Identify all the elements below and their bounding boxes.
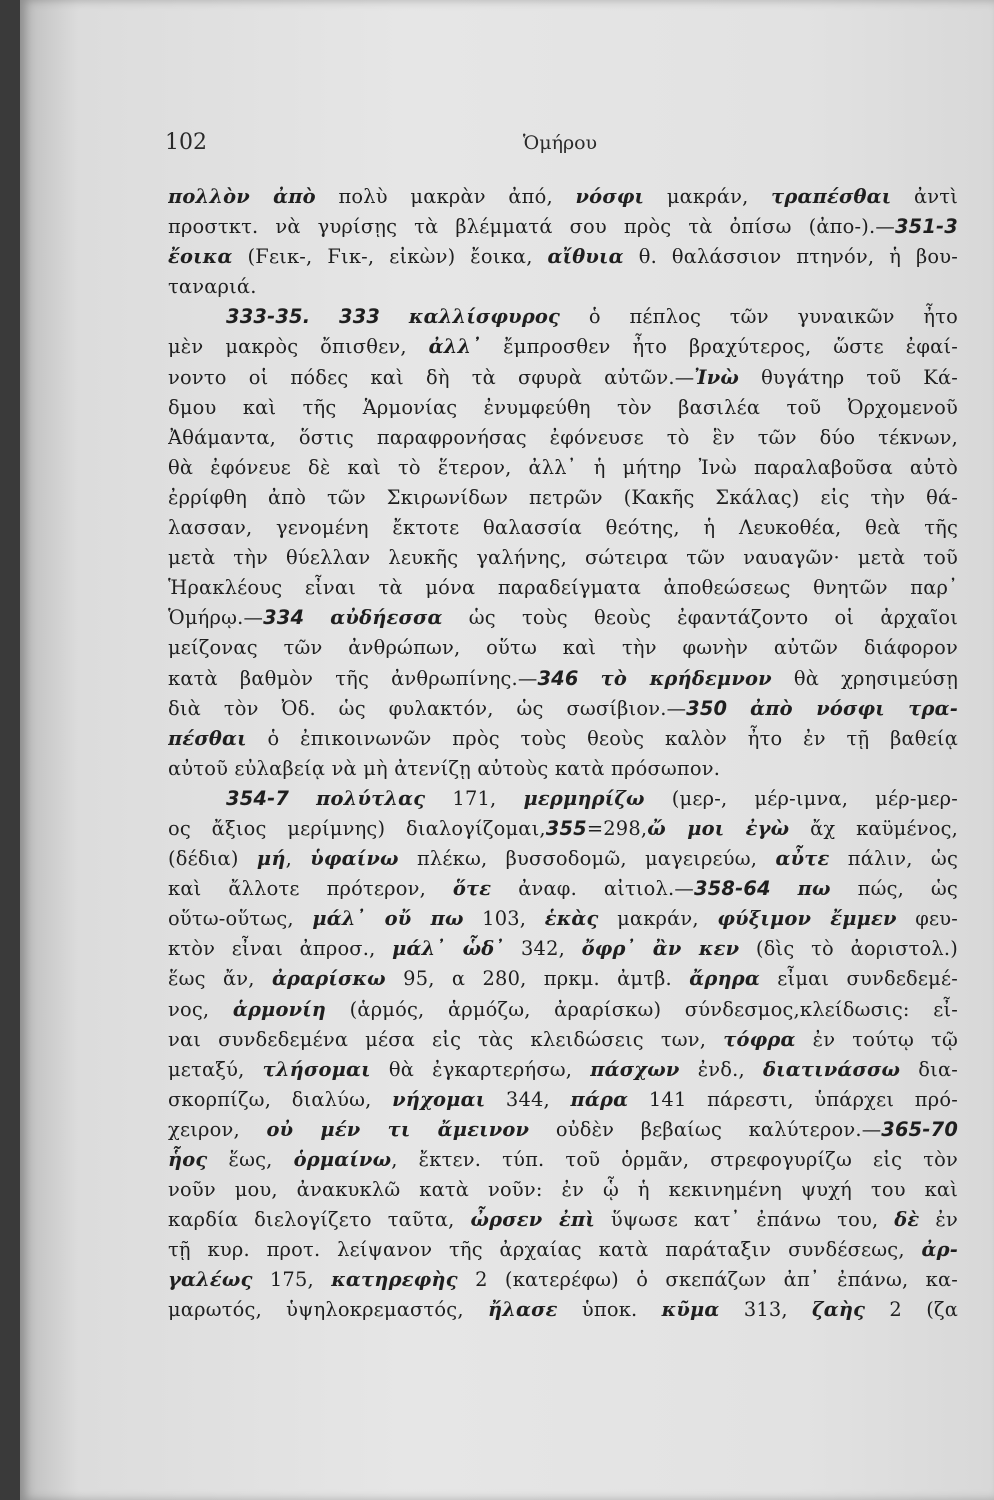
text-run: ἐρρίφθη ἀπὸ τῶν Σκιρωνίδων πετρῶν (Κακῆς Σκάλας) εἰς τὴν θά- — [168, 485, 958, 509]
lemma: αἴθυια — [547, 245, 624, 269]
text-run: ὁ ἐπικοινωνῶν πρὸς τοὺς θεοὺς καλὸν ἦτο ἐν τῇ βαθείᾳ — [246, 726, 958, 750]
text-run: καὶ ἄλλοτε πρότερον, — [168, 877, 453, 901]
lemma: διατινάσσω — [763, 1057, 901, 1081]
text-line — [168, 332, 958, 362]
lemma: μάλ᾽ ὧδ᾽ — [392, 937, 505, 961]
text-line — [168, 754, 958, 784]
text-line — [168, 423, 958, 453]
text-run — [310, 305, 339, 328]
text-line — [168, 1085, 958, 1115]
text-run: θὰ χρησιμεύσῃ — [771, 666, 958, 690]
text-line — [168, 664, 958, 694]
text-run: ὑποκ. — [557, 1298, 662, 1322]
verse-number: 355 — [545, 816, 587, 840]
lemma: πάσχων — [590, 1057, 680, 1081]
text-run: 342, — [504, 937, 582, 961]
text-run: δμου καὶ τῆς Ἁρμονίας ἐνυμφεύθη τὸν βασιλέα τοῦ Ὀρχομενοῦ — [168, 395, 958, 419]
text-run: μετὰ τὴν θύελλαν λευκῆς γαλήνης, σώτειρα τῶν ναυαγῶν· μετὰ τοῦ — [168, 546, 958, 570]
text-run: προστκτ. νὰ γυρίσῃς τὰ βλέμματά σου πρὸς τὰ ὀπίσω (ἀπο-).— — [168, 215, 895, 239]
text-run: (ἁρμός, ἁρμόζω, ἀραρίσκω) σύνδεσμος,κλείδωσις: εἶ- — [326, 997, 958, 1021]
lemma: κῦμα — [661, 1298, 720, 1322]
lemma: αὐδήεσσα — [330, 606, 443, 630]
lemma: πολλὸν ἀπὸ — [168, 185, 316, 208]
text-run: ἐνδ., — [679, 1057, 764, 1081]
text-run: δια- — [900, 1057, 958, 1081]
text-run: 2 (ζα — [865, 1298, 958, 1322]
text-run: θὰ ἐγκαρτερήσω, — [370, 1057, 591, 1081]
verse-number: 333 — [339, 305, 381, 329]
text-run: =298, — [586, 816, 648, 840]
text-run: διὰ τὸν Ὀδ. ὡς φυλακτόν, ὡς σωσίβιον.— — [168, 696, 687, 720]
text-line — [168, 1295, 958, 1325]
page-header — [165, 130, 955, 164]
text-run: ἔμπροσθεν ἦτο βραχύτερος, ὥστε ἐφαί- — [481, 335, 958, 359]
lemma: πέσθαι — [168, 726, 247, 750]
text-run: κατὰ βαθμὸν τῆς ἀνθρωπίνης.— — [168, 666, 538, 690]
text-run: ος ἄξιος μερίμνης) διαλογίζομαι, — [168, 816, 546, 840]
text-line — [168, 603, 958, 633]
lemma: τραπέσθαι — [771, 185, 892, 208]
text-run: πάλιν, ὡς — [829, 847, 958, 871]
text-run: Ἡρακλέους εἶναι τὰ μόνα παραδείγματα ἀποθεώσεως θνητῶν παρ᾽ — [168, 576, 958, 600]
text-line — [168, 784, 958, 814]
verse-number: 354-7 — [226, 786, 290, 810]
lemma: αὖτε — [775, 847, 830, 871]
text-run: πλέκω, βυσσοδομῶ, μαγειρεύω, — [398, 847, 776, 871]
text-run — [304, 606, 330, 629]
text-run: αὐτοῦ εὐλαβείᾳ νὰ μὴ ἀτενίζῃ αὐτοὺς κατὰ πρόσωπον. — [168, 756, 721, 780]
lemma: ἑκὰς — [544, 907, 599, 931]
text-run: σκορπίζω, διαλύω, — [168, 1087, 393, 1111]
lemma: τλήσομαι — [262, 1057, 371, 1081]
text-run — [771, 877, 798, 900]
text-line — [168, 874, 958, 904]
lemma: πάρα — [570, 1087, 629, 1111]
lemma: ὅτε — [452, 877, 492, 901]
text-run: ἐν τούτῳ τῷ — [795, 1027, 958, 1051]
lemma: τόφρα — [723, 1027, 796, 1051]
text-run: καρδία διελογίζετο ταῦτα, — [168, 1208, 471, 1232]
text-run — [289, 787, 316, 810]
text-run: θ. θαλάσσιον πτηνόν, ἡ βου- — [623, 245, 958, 269]
text-line — [168, 1145, 958, 1175]
lemma: ἤλασε — [487, 1298, 558, 1322]
text-run: (δὶς τὸ ἀοριστολ.) — [739, 937, 958, 961]
lemma: καλλίσφυρος — [408, 305, 561, 329]
lemma: φύξιμον ἔμμεν — [717, 907, 897, 931]
text-run: ταναριά. — [168, 275, 257, 299]
lemma: κατηρεφὴς — [331, 1268, 458, 1292]
text-run: (δέδια) — [168, 847, 257, 871]
text-run: τῇ κυρ. προτ. λείψανον τῆς ἀρχαίας κατὰ παράταξιν συνδέσεως, — [168, 1238, 922, 1262]
lemma: ἀπὸ νόσφι τρα- — [750, 696, 958, 720]
text-run: νοντο οἱ πόδες καὶ δὴ τὰ σφυρὰ αὐτῶν.— — [168, 365, 695, 389]
lemma: ὤ μοι ἐγὼ — [647, 816, 790, 840]
text-run: εἶμαι συνδεδεμέ- — [759, 967, 958, 991]
text-line — [168, 393, 958, 423]
lemma: ὁρμαίνω — [293, 1148, 392, 1171]
text-line — [168, 363, 958, 393]
text-run: 95, α 280, πρκμ. ἀμτβ. — [385, 967, 690, 991]
text-run: ὕψωσε κατ᾽ ἐπάνω του, — [594, 1208, 895, 1232]
text-line — [168, 513, 958, 543]
text-line — [168, 934, 958, 964]
text-line — [168, 543, 958, 573]
lemma: ἀλλ᾽ — [428, 335, 482, 359]
commentary-text — [168, 182, 958, 1326]
text-run: (Ϝεικ-, Ϝικ-, εἰκὼν) ἔοικα, — [232, 245, 548, 269]
text-run: χειρον, — [168, 1117, 267, 1141]
lemma: ζαὴς — [812, 1298, 866, 1322]
text-run: ἄχ καϋμένος, — [789, 816, 958, 840]
text-run: μακράν, — [598, 907, 718, 931]
lemma: πω — [797, 877, 831, 901]
text-run: φευ- — [896, 907, 958, 931]
verse-number: 350 — [686, 696, 728, 720]
text-run: οὕτω-οὕτως, — [168, 907, 313, 931]
text-run: Ὁμήρῳ.— — [168, 606, 264, 630]
text-line — [168, 1265, 958, 1295]
lemma: ὑφαίνω — [310, 847, 399, 871]
lemma: τὸ κρήδεμνον — [600, 666, 772, 690]
lemma: νήχομαι — [392, 1087, 486, 1111]
text-line — [168, 573, 958, 603]
lemma: μάλ᾽ οὔ πω — [312, 907, 464, 931]
lemma: ἁρμονίη — [232, 997, 327, 1021]
lemma: γαλέως — [168, 1268, 253, 1292]
text-line — [168, 302, 958, 332]
text-run: θυγάτηρ τοῦ Κά- — [739, 365, 958, 389]
text-line — [168, 212, 958, 242]
text-run: (μερ-, μέρ-ιμνα, μέρ-μερ- — [644, 786, 958, 810]
lemma: ἄρηρα — [689, 967, 760, 991]
text-line — [168, 964, 958, 994]
text-run: 2 (κατερέφω) ὁ σκεπάζων ἀπ᾽ ἐπάνω, κα- — [457, 1268, 958, 1292]
book-page — [20, 0, 994, 1500]
text-run: νος, — [168, 997, 233, 1021]
text-line — [168, 182, 958, 212]
text-run: λασσαν, γενομένη ἔκτοτε θαλασσία θεότης, ἡ Λευκοθέα, θεὰ τῆς — [168, 516, 958, 540]
verse-number: 334 — [263, 606, 305, 630]
lemma: Ἰνὼ — [694, 365, 740, 389]
text-run: ἐν — [919, 1208, 958, 1232]
text-line — [168, 1235, 958, 1265]
text-run: , ἔκτεν. τύπ. τοῦ ὁρμᾶν, στρεφογυρίζω εἰς τὸν — [391, 1148, 958, 1171]
text-run: , — [285, 847, 311, 871]
verse-number: 365-70 — [881, 1117, 958, 1141]
text-line — [168, 814, 958, 844]
text-run: κτὸν εἶναι ἀπροσ., — [168, 937, 393, 961]
lemma: πολύτλας — [316, 786, 426, 810]
text-line — [168, 694, 958, 724]
text-line — [168, 1025, 958, 1055]
text-run: 175, — [252, 1268, 332, 1292]
text-run: μείζονας τῶν ἀνθρώπων, οὕτω καὶ τὴν φωνὴν αὐτῶν διάφορον — [168, 636, 958, 660]
verse-number: 333-35. — [226, 305, 311, 329]
lemma: ἔοικα — [168, 245, 233, 269]
lemma: νόσφι — [575, 185, 645, 208]
lemma: ὄφρ᾽ ἂν κεν — [581, 937, 740, 961]
lemma: ἀραρίσκω — [271, 967, 386, 991]
text-line — [168, 724, 958, 754]
lemma: ὦρσεν ἐπὶ — [470, 1208, 595, 1232]
text-run: μὲν μακρὸς ὄπισθεν, — [168, 335, 429, 359]
text-run: 141 πάρεστι, ὑπάρχει πρό- — [628, 1087, 958, 1111]
lemma: δὲ — [894, 1208, 920, 1232]
text-run: 313, — [719, 1298, 813, 1322]
text-run: ἀναφ. αἰτιολ.— — [491, 877, 694, 901]
text-run: ὡς τοὺς θεοὺς ἐφαντάζοντο οἱ ἀρχαῖοι — [442, 606, 958, 630]
text-line — [168, 242, 958, 272]
text-run: ἕως ἄν, — [168, 967, 272, 991]
text-run: πολὺ μακρὰν ἀπό, — [315, 185, 576, 208]
text-run: νοῦν μου, ἀνακυκλῶ κατὰ νοῦν: ἐν ᾧ ἡ κεκινημένη ψυχή του καὶ — [168, 1178, 958, 1202]
text-run: πώς, ὡς — [830, 877, 958, 901]
text-run: 103, — [463, 907, 545, 931]
text-line — [168, 633, 958, 663]
text-run — [727, 697, 750, 720]
verse-number: 351-3 — [894, 215, 958, 239]
text-run: 171, — [425, 786, 524, 810]
verse-number: 346 — [537, 666, 579, 690]
text-line — [168, 1115, 958, 1145]
text-line — [168, 844, 958, 874]
text-line — [168, 483, 958, 513]
text-line — [168, 1175, 958, 1205]
text-run: οὐδὲν βεβαίως καλύτερον.— — [529, 1117, 882, 1141]
verse-number: 358-64 — [694, 877, 771, 901]
text-line — [168, 1055, 958, 1085]
lemma: ἧος — [168, 1148, 208, 1171]
text-line — [168, 904, 958, 934]
running-head: Ὁμήρου — [522, 132, 598, 154]
text-run: ἕως, — [207, 1148, 294, 1171]
text-run — [380, 305, 409, 328]
text-run: θὰ ἐφόνευε δὲ καὶ τὸ ἕτερον, ἀλλ᾽ ἡ μήτηρ Ἰνὼ παραλαβοῦσα αὐτὸ — [168, 455, 958, 479]
text-run: ἀντὶ — [891, 185, 958, 208]
text-run: ναι συνδεδεμένα μέσα εἰς τὰς κλειδώσεις των, — [168, 1027, 724, 1051]
text-run: μεταξύ, — [168, 1057, 263, 1081]
lemma: μερμηρίζω — [523, 786, 645, 810]
text-line — [168, 1205, 958, 1235]
text-run — [579, 667, 601, 690]
text-run: μαρωτός, ὑψηλοκρεμαστός, — [168, 1298, 488, 1322]
text-line — [168, 272, 958, 302]
text-line — [168, 453, 958, 483]
lemma: μή — [256, 847, 286, 871]
text-line — [168, 995, 958, 1025]
text-run: ὁ πέπλος τῶν γυναικῶν ἦτο — [560, 305, 958, 329]
text-run: μακράν, — [644, 185, 772, 208]
page-number: 102 — [165, 130, 207, 155]
text-run: Ἀθάμαντα, ὅστις παραφρονήσας ἐφόνευσε τὸ ἓν τῶν δύο τέκνων, — [168, 425, 958, 449]
lemma: οὐ μέν τι ἄμεινον — [266, 1117, 530, 1141]
lemma: ἀρ- — [921, 1238, 958, 1262]
text-run: 344, — [485, 1087, 571, 1111]
